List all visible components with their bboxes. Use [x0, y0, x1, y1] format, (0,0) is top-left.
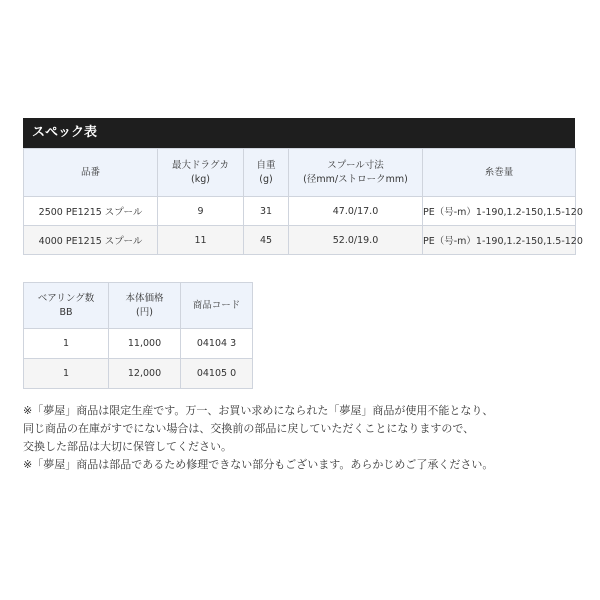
cell-max-drag: 9 [158, 197, 244, 226]
header-product-code [181, 283, 253, 329]
header-price [109, 283, 181, 329]
header-unit: BB [59, 306, 73, 318]
note-line: ※「夢屋」商品は部品であるため修理できない部分もございます。あらかじめご了承ください。 [23, 458, 494, 471]
table-row [24, 359, 253, 389]
section-title: スペック表 [23, 118, 575, 148]
price-code-table [23, 282, 253, 389]
cell-max-drag: 11 [158, 226, 244, 255]
header-unit: (kg) [191, 173, 210, 185]
cell-weight: 45 [244, 226, 289, 255]
cell-part-number: 4000 PE1215 スプール [24, 226, 158, 255]
note-line: 交換した部品は大切に保管してください。 [23, 440, 232, 453]
cell-bearings: 1 [24, 359, 109, 389]
cell-line-capacity: PE（号-m）1-190,1.2-150,1.5-120 [423, 226, 576, 255]
header-line-capacity [423, 149, 576, 197]
table-row [24, 197, 576, 226]
header-line: 最大ドラグカ [171, 159, 229, 171]
header-line: ベアリング数 [37, 292, 95, 304]
header-bearings [24, 283, 109, 329]
header-line: 本体価格 [125, 292, 164, 304]
cell-spool-size: 52.0/19.0 [289, 226, 423, 255]
spec-table [23, 148, 583, 255]
header-unit: (g) [259, 173, 273, 185]
cell-weight: 31 [244, 197, 289, 226]
header-weight [244, 149, 289, 197]
cell-bearings: 1 [24, 329, 109, 359]
header-line: 品番 [80, 166, 100, 178]
note-line: ※「夢屋」商品は限定生産です。万一、お買い求めになられた「夢屋」商品が使用不能となり、 [23, 404, 494, 417]
spec-header-row [24, 149, 576, 197]
code-header-row [24, 283, 253, 329]
header-unit: (径mm/ストロークmm) [303, 173, 408, 185]
notes [23, 402, 583, 474]
table-row [24, 329, 253, 359]
header-line: 自重 [256, 159, 276, 171]
header-spool-size [289, 149, 423, 197]
header-unit: (円) [136, 306, 153, 318]
cell-product-code: 04105 0 [181, 359, 253, 389]
cell-price: 11,000 [109, 329, 181, 359]
header-line: スプール寸法 [327, 159, 384, 171]
cell-line-capacity: PE（号-m）1-190,1.2-150,1.5-120 [423, 197, 576, 226]
cell-part-number: 2500 PE1215 スプール [24, 197, 158, 226]
cell-price: 12,000 [109, 359, 181, 389]
header-line: 商品コード [192, 299, 241, 311]
header-part-number [24, 149, 158, 197]
header-max-drag [158, 149, 244, 197]
cell-product-code: 04104 3 [181, 329, 253, 359]
table-row [24, 226, 576, 255]
cell-spool-size: 47.0/17.0 [289, 197, 423, 226]
note-line: 同じ商品の在庫がすでにない場合は、交換前の部品に戻していただくことになりますので、 [23, 422, 475, 435]
header-line: 糸巻量 [484, 166, 514, 178]
